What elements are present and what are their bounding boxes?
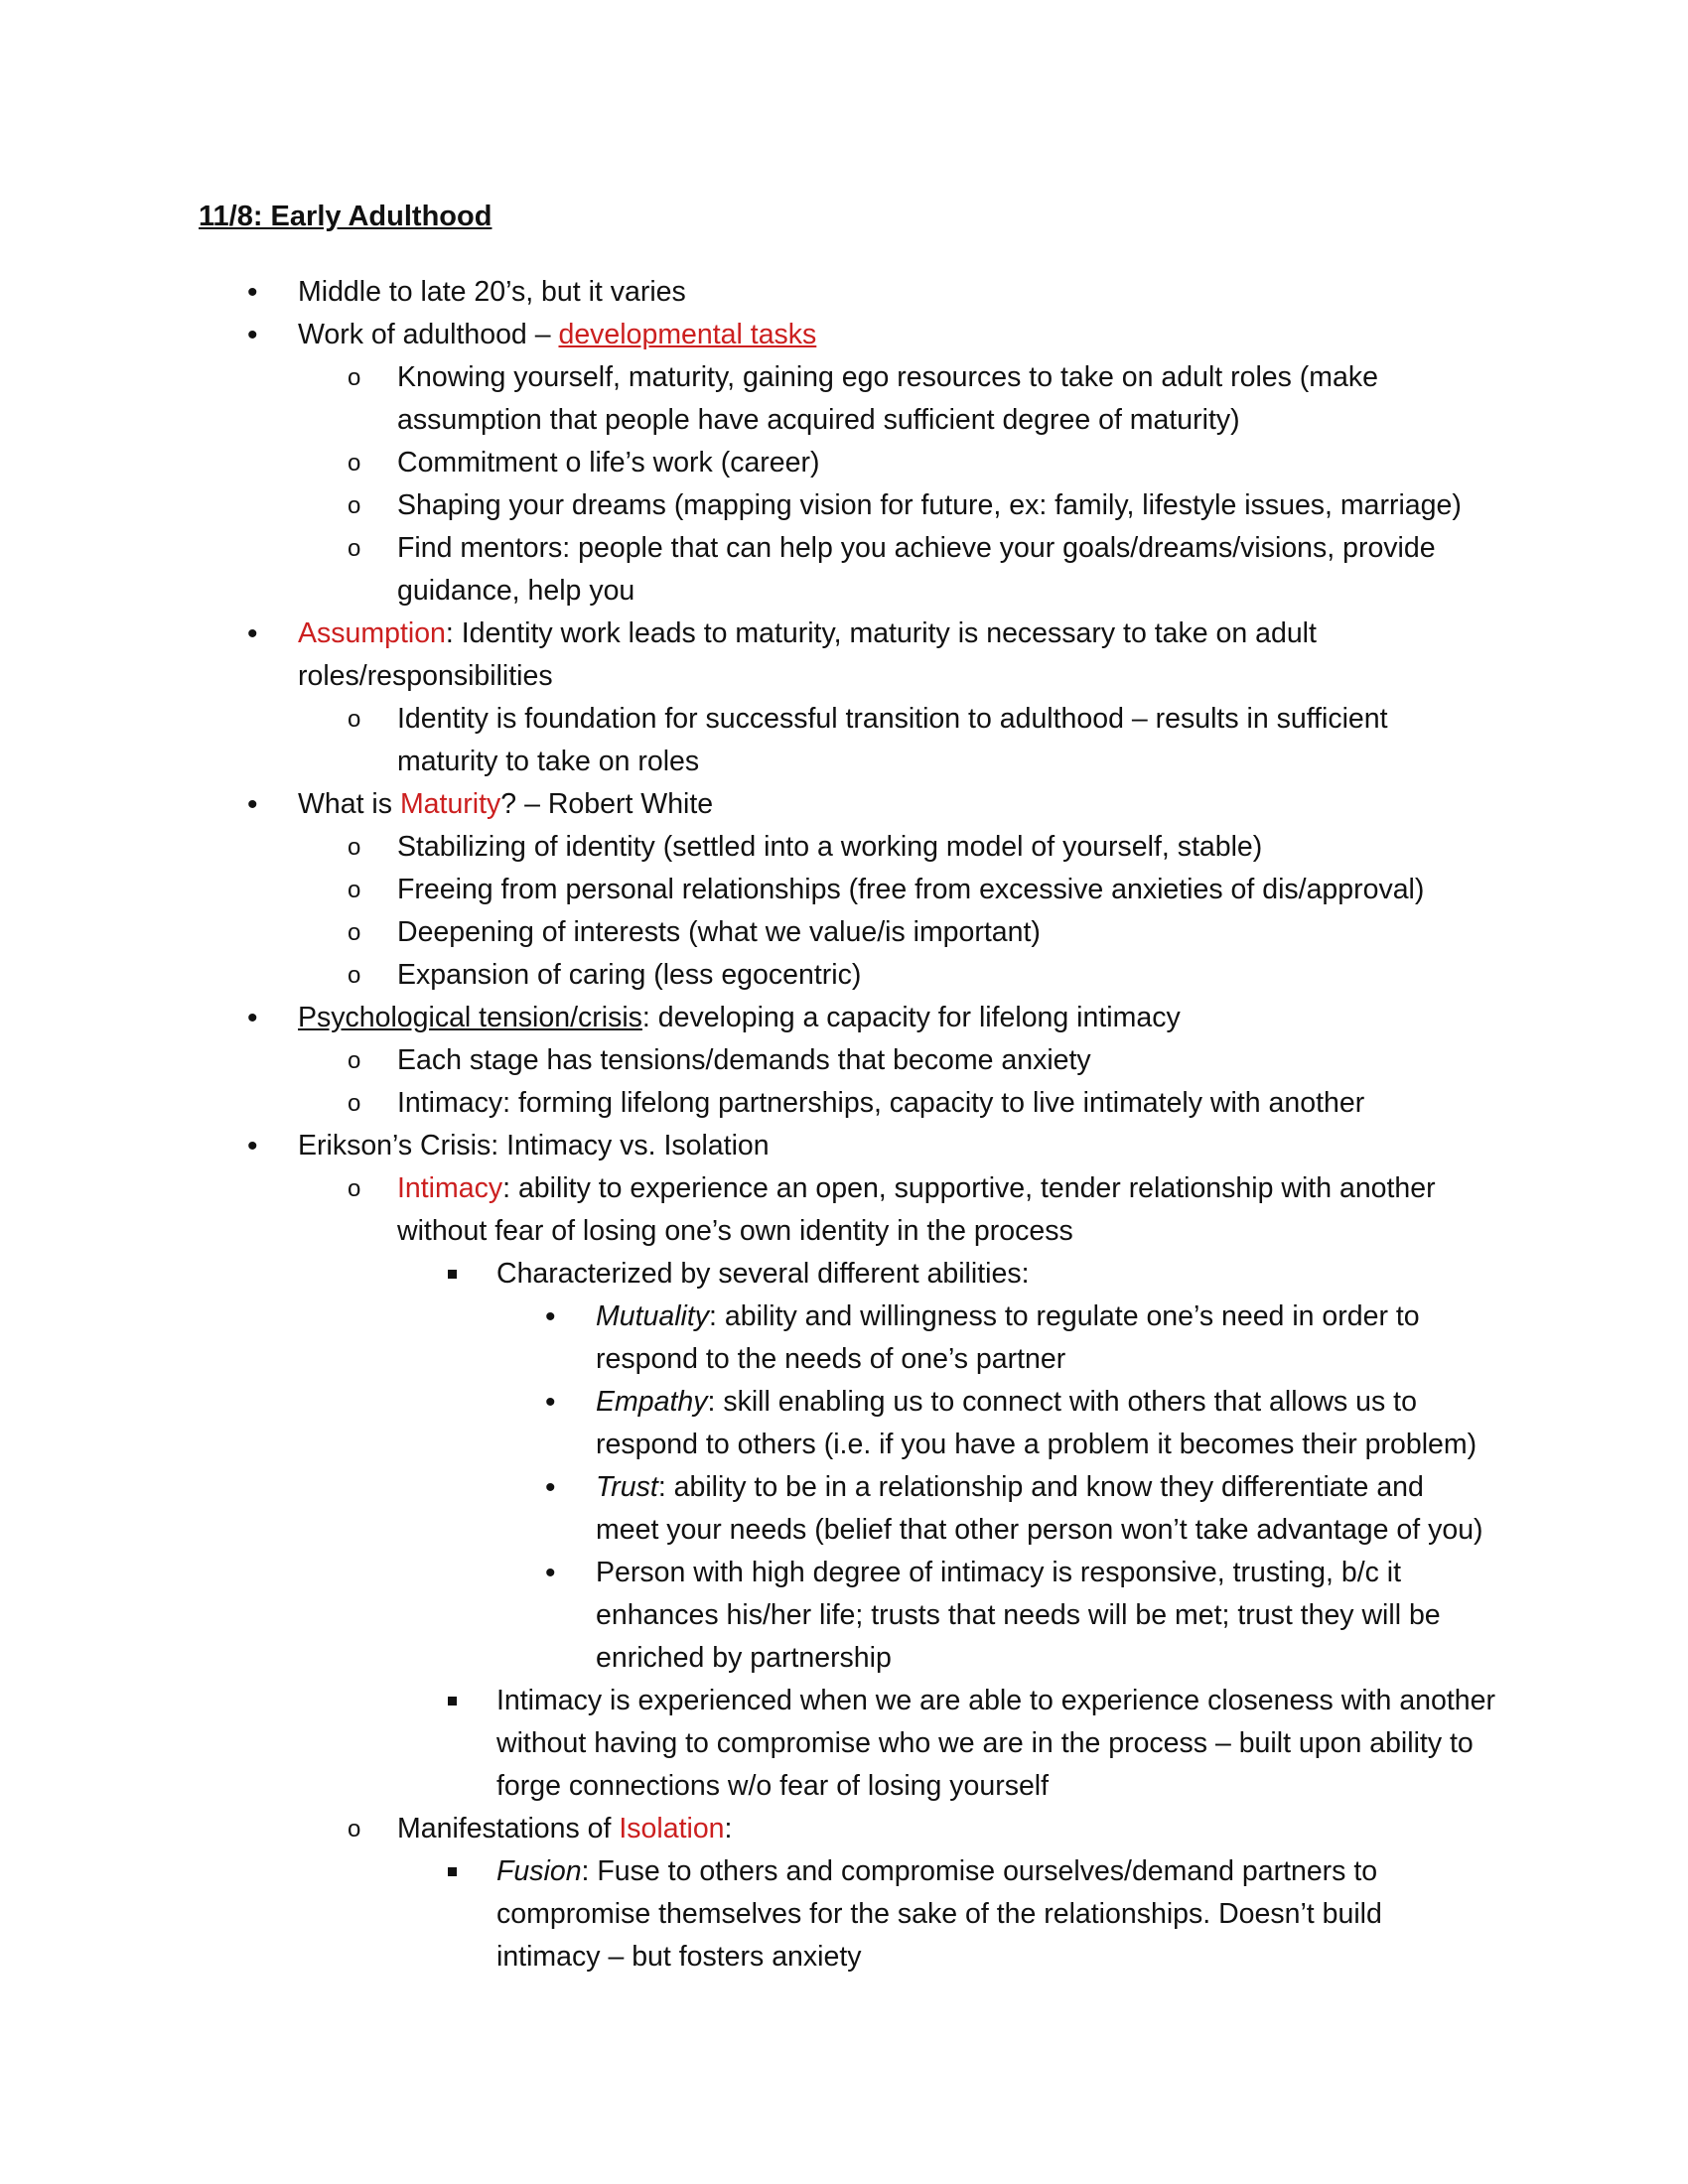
item-text: Expansion of caring (less egocentric)	[397, 959, 862, 991]
circle-bullet: o	[348, 834, 361, 861]
item-text: :	[724, 1813, 733, 1844]
item-text: : ability and willingness to regulate one’s need in order to	[709, 1300, 1420, 1332]
item-text: without having to compromise who we are in the process – built upon ability to	[496, 1727, 1474, 1759]
list-item	[0, 1552, 1688, 1594]
list-item	[0, 1808, 1688, 1850]
circle-bullet: o	[348, 877, 361, 903]
list-item	[0, 1466, 1688, 1509]
item-text: forge connections w/o fear of losing yourself	[496, 1770, 1050, 1802]
list-item-continuation	[0, 1594, 1688, 1637]
item-text: : Identity work leads to maturity, maturity is necessary to take on adult	[445, 617, 1317, 649]
list-item-continuation	[0, 1936, 1688, 1979]
item-text: maturity to take on roles	[397, 746, 700, 777]
item-text: Work of adulthood –	[298, 319, 559, 350]
list-item	[0, 911, 1688, 954]
list-item	[0, 442, 1688, 484]
term-fusion: Fusion	[496, 1855, 582, 1887]
list-item	[0, 1680, 1688, 1722]
list-item	[0, 613, 1688, 655]
item-text: intimacy – but fosters anxiety	[496, 1941, 862, 1973]
item-text: : skill enabling us to connect with others that allows us to	[707, 1386, 1417, 1418]
circle-bullet: o	[348, 1090, 361, 1117]
circle-bullet: o	[348, 962, 361, 989]
list-item-continuation	[0, 655, 1688, 698]
disc-bullet: •	[247, 1002, 258, 1034]
circle-bullet: o	[348, 1047, 361, 1074]
list-item	[0, 527, 1688, 570]
circle-bullet: o	[348, 706, 361, 733]
page-title: 11/8: Early Adulthood	[199, 201, 492, 232]
list-item-continuation	[0, 1765, 1688, 1808]
list-item-continuation	[0, 1637, 1688, 1680]
notes-list	[0, 271, 1688, 1979]
list-item-continuation	[0, 1509, 1688, 1552]
item-text: Shaping your dreams (mapping vision for future, ex: family, lifestyle issues, marriage)	[397, 489, 1462, 521]
term-developmental-tasks: developmental tasks	[558, 319, 817, 350]
list-item-continuation	[0, 1722, 1688, 1765]
disc-bullet: •	[247, 276, 258, 309]
item-text: compromise themselves for the sake of the relationships. Doesn’t build	[496, 1898, 1382, 1930]
square-bullet	[448, 1270, 457, 1279]
term-mutuality: Mutuality	[596, 1300, 710, 1332]
list-item	[0, 826, 1688, 869]
square-bullet	[448, 1867, 457, 1876]
list-item	[0, 484, 1688, 527]
item-text: ? – Robert White	[500, 788, 714, 820]
circle-bullet: o	[348, 919, 361, 946]
list-item	[0, 271, 1688, 314]
disc-bullet: •	[545, 1557, 556, 1589]
item-text: Stabilizing of identity (settled into a working model of yourself, stable)	[397, 831, 1263, 863]
circle-bullet: o	[348, 1816, 361, 1843]
list-item	[0, 1167, 1688, 1210]
item-text: roles/responsibilities	[298, 660, 553, 692]
list-item	[0, 1082, 1688, 1125]
item-text: Erikson’s Crisis: Intimacy vs. Isolation	[298, 1130, 770, 1161]
list-item-continuation	[0, 570, 1688, 613]
item-text: : ability to experience an open, supportive, tender relationship with another	[502, 1172, 1436, 1204]
item-text: Each stage has tensions/demands that become anxiety	[397, 1044, 1091, 1076]
list-item	[0, 869, 1688, 911]
item-text: : ability to be in a relationship and know they differentiate and	[657, 1471, 1424, 1503]
item-text: enhances his/her life; trusts that needs will be met; trust they will be	[596, 1599, 1441, 1631]
item-text: Freeing from personal relationships (free from excessive anxieties of dis/approval)	[397, 874, 1425, 905]
disc-bullet: •	[247, 319, 258, 351]
disc-bullet: •	[247, 1130, 258, 1162]
list-item-continuation	[0, 741, 1688, 783]
disc-bullet: •	[545, 1471, 556, 1504]
list-item	[0, 1850, 1688, 1893]
item-text: Intimacy: forming lifelong partnerships, capacity to live intimately with another	[397, 1087, 1365, 1119]
item-text: respond to others (i.e. if you have a problem it becomes their problem)	[596, 1429, 1477, 1460]
disc-bullet: •	[247, 788, 258, 821]
circle-bullet: o	[348, 492, 361, 519]
item-text: Knowing yourself, maturity, gaining ego resources to take on adult roles (make	[397, 361, 1378, 393]
disc-bullet: •	[545, 1386, 556, 1419]
disc-bullet: •	[545, 1300, 556, 1333]
term-intimacy: Intimacy	[397, 1172, 503, 1204]
item-text: Deepening of interests (what we value/is important)	[397, 916, 1041, 948]
list-item	[0, 1296, 1688, 1338]
square-bullet	[448, 1697, 457, 1706]
term-psychological-tension: Psychological tension/crisis	[298, 1002, 642, 1033]
item-text: guidance, help you	[397, 575, 635, 607]
term-trust: Trust	[596, 1471, 658, 1503]
list-item	[0, 783, 1688, 826]
list-item-continuation	[0, 1893, 1688, 1936]
list-item	[0, 698, 1688, 741]
list-item-continuation	[0, 1210, 1688, 1253]
list-item-continuation	[0, 1424, 1688, 1466]
list-item	[0, 954, 1688, 997]
circle-bullet: o	[348, 1175, 361, 1202]
disc-bullet: •	[247, 617, 258, 650]
term-assumption: Assumption	[298, 617, 446, 649]
item-text: respond to the needs of one’s partner	[596, 1343, 1066, 1375]
list-item	[0, 997, 1688, 1039]
item-text: Identity is foundation for successful transition to adulthood – results in sufficient	[397, 703, 1388, 735]
item-text: Middle to late 20’s, but it varies	[298, 276, 686, 308]
term-maturity: Maturity	[399, 788, 501, 820]
term-empathy: Empathy	[596, 1386, 708, 1418]
list-item-continuation	[0, 399, 1688, 442]
list-item	[0, 1125, 1688, 1167]
list-item	[0, 314, 1688, 356]
item-text: : Fuse to others and compromise ourselves/demand partners to	[581, 1855, 1378, 1887]
item-text: Commitment o life’s work (career)	[397, 447, 820, 478]
item-text: enriched by partnership	[596, 1642, 892, 1674]
circle-bullet: o	[348, 450, 361, 477]
term-isolation: Isolation	[619, 1813, 725, 1844]
circle-bullet: o	[348, 364, 361, 391]
item-text: meet your needs (belief that other person won’t take advantage of you)	[596, 1514, 1483, 1546]
item-text: Characterized by several different abilities:	[496, 1258, 1030, 1290]
list-item-continuation	[0, 1338, 1688, 1381]
item-text: assumption that people have acquired sufficient degree of maturity)	[397, 404, 1240, 436]
item-text: Manifestations of	[397, 1813, 620, 1844]
circle-bullet: o	[348, 535, 361, 562]
item-text: without fear of losing one’s own identity in the process	[397, 1215, 1073, 1247]
item-text: Person with high degree of intimacy is responsive, trusting, b/c it	[596, 1557, 1402, 1588]
list-item	[0, 1253, 1688, 1296]
list-item	[0, 1039, 1688, 1082]
item-text: Find mentors: people that can help you achieve your goals/dreams/visions, provide	[397, 532, 1436, 564]
item-text: : developing a capacity for lifelong intimacy	[641, 1002, 1181, 1033]
list-item	[0, 1381, 1688, 1424]
list-item	[0, 356, 1688, 399]
item-text: What is	[298, 788, 400, 820]
item-text: Intimacy is experienced when we are able to experience closeness with another	[496, 1685, 1495, 1716]
